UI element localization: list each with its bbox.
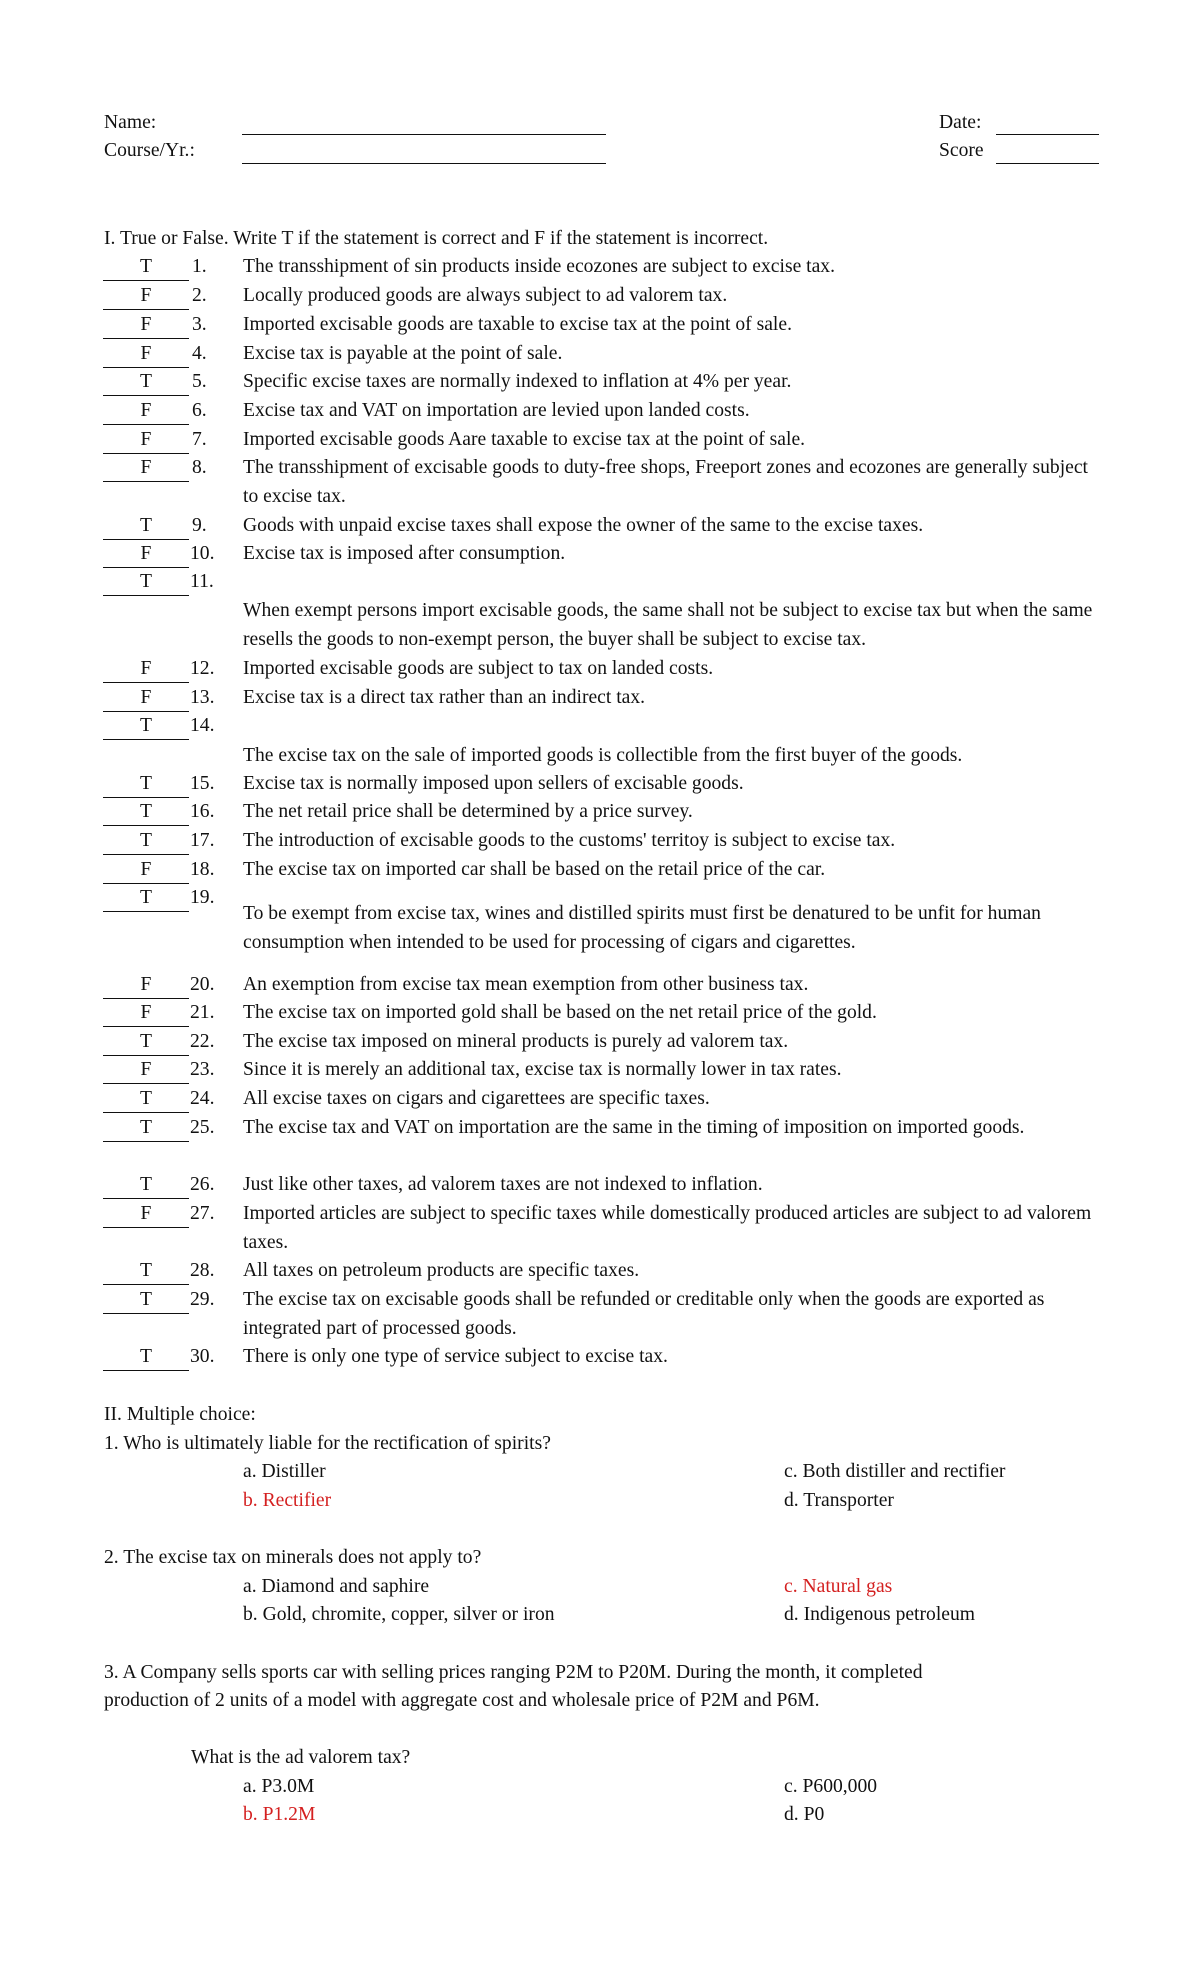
answer-blank	[103, 1141, 189, 1142]
option-c[interactable]: c. Both distiller and rectifier	[784, 1461, 1006, 1482]
course-field[interactable]	[242, 163, 606, 164]
statement: All excise taxes on cigars and cigarettees are specific taxes.	[243, 1088, 710, 1109]
answer-blank	[103, 883, 189, 884]
answer[interactable]: F	[140, 285, 152, 306]
answer[interactable]: T	[140, 1088, 152, 1109]
item-number: 25.	[190, 1117, 215, 1138]
statement: The excise tax on the sale of imported goods is collectible from the first buyer of the goods.	[243, 745, 963, 766]
option-c-correct[interactable]: c. Natural gas	[784, 1576, 893, 1597]
item-number: 4.	[192, 343, 207, 364]
answer[interactable]: F	[140, 1059, 152, 1080]
name-field[interactable]	[242, 134, 606, 135]
answer-blank	[103, 1112, 189, 1113]
question-text: 1. Who is ultimately liable for the rectification of spirits?	[104, 1433, 551, 1454]
statement: Specific excise taxes are normally indexed to inflation at 4% per year.	[243, 371, 792, 392]
statement: The introduction of excisable goods to the customs' territoy is subject to excise tax.	[243, 830, 896, 851]
item-number: 1.	[192, 256, 207, 277]
statement: Imported excisable goods Aare taxable to excise tax at the point of sale.	[243, 429, 806, 450]
item-number: 2.	[192, 285, 207, 306]
answer[interactable]: F	[140, 1203, 152, 1224]
item-number: 5.	[192, 371, 207, 392]
statement: The excise tax and VAT on importation are the same in the timing of imposition on imported goods.	[243, 1117, 1025, 1138]
item-number: 14.	[190, 715, 215, 736]
answer-blank	[103, 1313, 189, 1314]
statement: Imported articles are subject to specific taxes while domestically produced articles are subject to ad valorem taxes.	[243, 1203, 1092, 1253]
statement: Excise tax is payable at the point of sale.	[243, 343, 563, 364]
answer-blank	[103, 998, 189, 999]
answer-blank	[103, 481, 189, 482]
item-number: 16.	[190, 801, 215, 822]
answer-blank	[103, 424, 189, 425]
option-b[interactable]: b. Gold, chromite, copper, silver or iron	[243, 1604, 555, 1625]
answer[interactable]: F	[140, 457, 152, 478]
statement: Excise tax is a direct tax rather than an indirect tax.	[243, 687, 646, 708]
answer-blank	[103, 338, 189, 339]
answer-blank	[103, 1026, 189, 1027]
item-number: 15.	[190, 773, 215, 794]
item-number: 12.	[190, 658, 215, 679]
answer[interactable]: F	[140, 1002, 152, 1023]
statement: An exemption from excise tax mean exemption from other business tax.	[243, 974, 809, 995]
answer[interactable]: T	[140, 1346, 152, 1367]
answer[interactable]: F	[140, 687, 152, 708]
statement: The excise tax on imported car shall be based on the retail price of the car.	[243, 859, 826, 880]
statement: Imported excisable goods are taxable to excise tax at the point of sale.	[243, 314, 792, 335]
answer[interactable]: T	[140, 801, 152, 822]
answer-blank	[103, 1370, 189, 1371]
item-number: 10.	[190, 543, 215, 564]
item-number: 24.	[190, 1088, 215, 1109]
answer[interactable]: T	[140, 1117, 152, 1138]
statement: The transshipment of sin products inside ecozones are subject to excise tax.	[243, 256, 835, 277]
statement: The excise tax on excisable goods shall be refunded or creditable only when the goods are exported as integrated part of processed goods.	[243, 1289, 1045, 1339]
answer-blank	[103, 854, 189, 855]
statement: Locally produced goods are always subject to ad valorem tax.	[243, 285, 728, 306]
answer[interactable]: T	[140, 830, 152, 851]
answer-blank	[103, 567, 189, 568]
answer[interactable]: T	[140, 1174, 152, 1195]
answer[interactable]: T	[140, 1289, 152, 1310]
answer-blank	[103, 453, 189, 454]
answer[interactable]: F	[140, 859, 152, 880]
statement: Goods with unpaid excise taxes shall expose the owner of the same to the excise taxes.	[243, 515, 924, 536]
statement: Just like other taxes, ad valorem taxes are not indexed to inflation.	[243, 1174, 763, 1195]
item-number: 23.	[190, 1059, 215, 1080]
answer-blank	[103, 367, 189, 368]
answer[interactable]: T	[140, 887, 152, 908]
question-text: 2. The excise tax on minerals does not apply to?	[104, 1547, 482, 1568]
statement: All taxes on petroleum products are specific taxes.	[243, 1260, 640, 1281]
part2-heading: II. Multiple choice:	[104, 1404, 256, 1425]
item-number: 3.	[192, 314, 207, 335]
option-d[interactable]: d. Transporter	[784, 1490, 894, 1511]
answer-blank	[103, 797, 189, 798]
answer-blank	[103, 911, 189, 912]
answer[interactable]: T	[140, 715, 152, 736]
item-number: 29.	[190, 1289, 215, 1310]
answer[interactable]: T	[140, 773, 152, 794]
date-field[interactable]	[996, 134, 1099, 135]
answer[interactable]: F	[140, 314, 152, 335]
option-a[interactable]: a. Diamond and saphire	[243, 1576, 430, 1597]
statement: Since it is merely an additional tax, excise tax is normally lower in tax rates.	[243, 1059, 842, 1080]
answer[interactable]: T	[140, 571, 152, 592]
item-number: 19.	[190, 887, 215, 908]
score-label: Score	[939, 140, 984, 161]
item-number: 30.	[190, 1346, 215, 1367]
answer[interactable]: F	[140, 400, 152, 421]
item-number: 20.	[190, 974, 215, 995]
answer-blank	[103, 682, 189, 683]
answer-blank	[103, 280, 189, 281]
answer-blank	[103, 595, 189, 596]
item-number: 26.	[190, 1174, 215, 1195]
statement: When exempt persons import excisable goods, the same shall not be subject to excise tax but when the same resells the goods to non-exempt person, the buyer shall be subject to excise tax.	[243, 600, 1093, 650]
item-number: 22.	[190, 1031, 215, 1052]
statement: Excise tax and VAT on importation are levied upon landed costs.	[243, 400, 750, 421]
answer-blank	[103, 1227, 189, 1228]
item-number: 21.	[190, 1002, 215, 1023]
answer-blank	[103, 711, 189, 712]
date-label: Date:	[939, 112, 982, 133]
statement: The excise tax imposed on mineral products is purely ad valorem tax.	[243, 1031, 789, 1052]
statement: Imported excisable goods are subject to tax on landed costs.	[243, 658, 714, 679]
item-number: 18.	[190, 859, 215, 880]
answer[interactable]: F	[140, 543, 152, 564]
answer-blank	[103, 309, 189, 310]
statement: Excise tax is imposed after consumption.	[243, 543, 566, 564]
answer-blank	[103, 1055, 189, 1056]
name-label: Name:	[104, 112, 157, 133]
score-field[interactable]	[996, 163, 1099, 164]
part1-instructions: I. True or False. Write T if the statement is correct and F if the statement is incorrect.	[104, 228, 769, 249]
item-number: 11.	[190, 571, 214, 592]
answer-blank	[103, 1083, 189, 1084]
sub-question: What is the ad valorem tax?	[191, 1747, 411, 1768]
course-label: Course/Yr.:	[104, 140, 195, 161]
statement: Excise tax is normally imposed upon sellers of excisable goods.	[243, 773, 744, 794]
answer[interactable]: F	[140, 658, 152, 679]
answer-blank	[103, 1284, 189, 1285]
statement: There is only one type of service subject to excise tax.	[243, 1346, 668, 1367]
item-number: 8.	[192, 457, 207, 478]
answer[interactable]: T	[140, 1031, 152, 1052]
answer[interactable]: T	[140, 1260, 152, 1281]
option-b-correct[interactable]: b. P1.2M	[243, 1804, 316, 1825]
item-number: 28.	[190, 1260, 215, 1281]
answer-blank	[103, 539, 189, 540]
item-number: 17.	[190, 830, 215, 851]
option-d[interactable]: d. P0	[784, 1804, 825, 1825]
question-text-line2: production of 2 units of a model with aggregate cost and wholesale price of P2M and P6M.	[104, 1690, 820, 1711]
answer[interactable]: T	[140, 515, 152, 536]
statement: The excise tax on imported gold shall be based on the net retail price of the gold.	[243, 1002, 877, 1023]
answer-blank	[103, 825, 189, 826]
answer-blank	[103, 1198, 189, 1199]
option-b-correct[interactable]: b. Rectifier	[243, 1490, 332, 1511]
answer-blank	[103, 739, 189, 740]
statement: To be exempt from excise tax, wines and distilled spirits must first be denatured to be unfit for human consumption when intended to be used for processing of cigars and cigarettes.	[243, 903, 1041, 953]
option-d[interactable]: d. Indigenous petroleum	[784, 1604, 976, 1625]
item-number: 13.	[190, 687, 215, 708]
answer-blank	[103, 395, 189, 396]
option-a[interactable]: a. Distiller	[243, 1461, 326, 1482]
statement: The net retail price shall be determined by a price survey.	[243, 801, 693, 822]
answer[interactable]: F	[140, 429, 152, 450]
item-number: 27.	[190, 1203, 215, 1224]
item-number: 9.	[192, 515, 207, 536]
item-number: 7.	[192, 429, 207, 450]
option-c[interactable]: c. P600,000	[784, 1776, 878, 1797]
option-a[interactable]: a. P3.0M	[243, 1776, 315, 1797]
answer[interactable]: T	[140, 256, 152, 277]
statement: The transshipment of excisable goods to duty-free shops, Freeport zones and ecozones are generally subject to excise tax.	[243, 457, 1088, 507]
answer[interactable]: F	[140, 974, 152, 995]
answer[interactable]: F	[140, 343, 152, 364]
question-text-line1: 3. A Company sells sports car with selling prices ranging P2M to P20M. During the month, it completed	[104, 1662, 923, 1683]
answer[interactable]: T	[140, 371, 152, 392]
item-number: 6.	[192, 400, 207, 421]
